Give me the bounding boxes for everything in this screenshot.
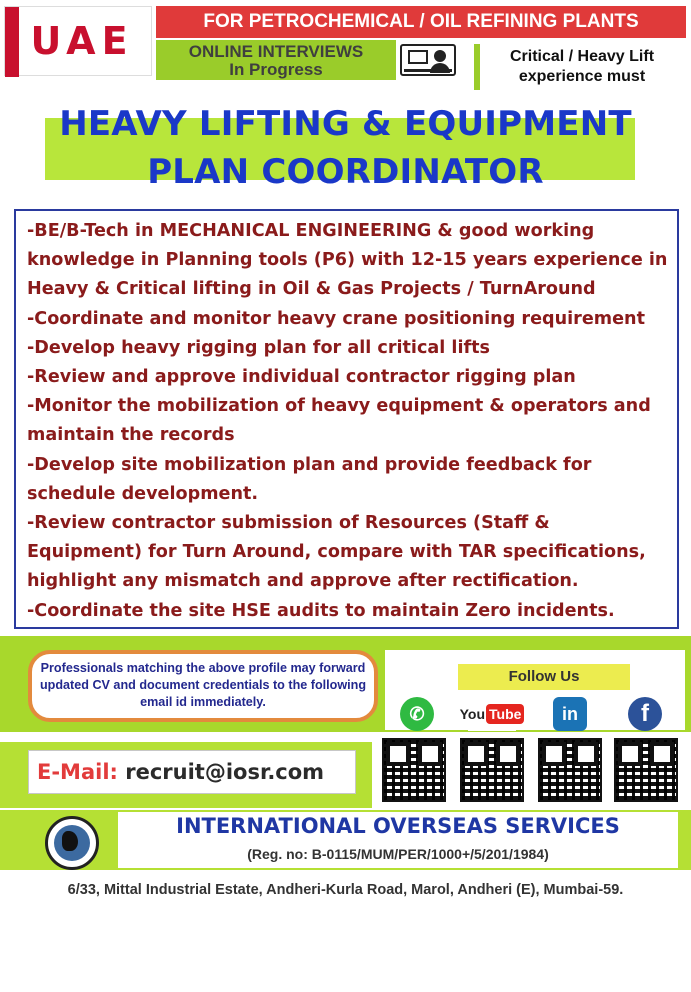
youtube-icon[interactable] bbox=[459, 697, 522, 731]
requirement-item: -Review and approve individual contractor rigging plan bbox=[27, 367, 576, 388]
facebook-icon[interactable]: f bbox=[628, 697, 662, 731]
job-title-line-2: PLAN COORDINATOR bbox=[147, 152, 544, 192]
company-logo bbox=[45, 816, 99, 870]
video-call-icon bbox=[400, 44, 456, 76]
uae-logo bbox=[4, 6, 152, 76]
follow-us-label: Follow Us bbox=[458, 664, 630, 690]
company-address: 6/33, Mittal Industrial Estate, Andheri-Kurla Road, Marol, Andheri (E), Mumbai-59. bbox=[67, 882, 624, 898]
uae-flag-stripe bbox=[5, 7, 19, 77]
sector-banner: FOR PETROCHEMICAL / OIL REFINING PLANTS bbox=[156, 6, 686, 38]
requirement-item: -Develop site mobilization plan and provide feedback for schedule development. bbox=[27, 454, 592, 504]
interview-line-2: In Progress bbox=[229, 60, 323, 79]
video-person-head bbox=[434, 50, 446, 62]
job-title bbox=[0, 100, 691, 196]
email-box[interactable] bbox=[28, 750, 356, 794]
header bbox=[0, 0, 691, 90]
email-label: E-Mail: bbox=[37, 760, 118, 784]
job-title-line-1: HEAVY LIFTING & EQUIPMENT bbox=[59, 104, 632, 144]
requirement-item: -Monitor the mobilization of heavy equipment & operators and maintain the records bbox=[27, 396, 651, 446]
youtube-you-text: You bbox=[459, 706, 485, 722]
company-name: INTERNATIONAL OVERSEAS SERVICES bbox=[176, 814, 620, 838]
critical-line-1: Critical / Heavy Lift bbox=[509, 48, 655, 65]
qr-code-icon[interactable] bbox=[614, 738, 678, 802]
email-address-link[interactable]: recruit@iosr.com bbox=[125, 760, 325, 784]
video-screen-shape bbox=[408, 50, 428, 64]
requirement-item: -Coordinate the site HSE audits to maintain Zero incidents. bbox=[27, 600, 615, 621]
linkedin-icon[interactable]: in bbox=[553, 697, 587, 731]
requirement-item: -BE/B-Tech in MECHANICAL ENGINEERING & good working knowledge in Planning tools (P6) with 12-15 years experience in Heavy & Critical lifting in Oil & Gas Projects / TurnAround bbox=[27, 221, 668, 300]
apply-instructions: Professionals matching the above profile may forward updated CV and document credentials to the following email id immediately. bbox=[28, 650, 378, 722]
requirement-item: -Coordinate and monitor heavy crane positioning requirement bbox=[27, 308, 645, 329]
requirement-item: -Review contractor submission of Resources (Staff & Equipment) for Turn Around, compare with TAR specifications, highlight any mismatch and approve after rectification. bbox=[27, 513, 646, 592]
critical-experience-note bbox=[474, 44, 684, 90]
qr-code-icon[interactable] bbox=[382, 738, 446, 802]
video-base bbox=[404, 69, 452, 72]
company-registration: (Reg. no: B-0115/MUM/PER/1000+/5/201/1984) bbox=[247, 846, 549, 862]
critical-line-2: experience must bbox=[518, 68, 646, 85]
country-label: UAE bbox=[30, 19, 134, 63]
youtube-tube-text: Tube bbox=[486, 704, 524, 724]
globe-land-shape bbox=[62, 831, 78, 851]
qr-code-icon[interactable] bbox=[460, 738, 524, 802]
requirement-item: -Develop heavy rigging plan for all critical lifts bbox=[27, 337, 491, 358]
interview-line-1: ONLINE INTERVIEWS bbox=[188, 42, 364, 61]
qr-code-icon[interactable] bbox=[538, 738, 602, 802]
interview-banner bbox=[156, 40, 396, 80]
whatsapp-icon[interactable]: ✆ bbox=[400, 697, 434, 731]
requirements-box bbox=[14, 209, 679, 629]
